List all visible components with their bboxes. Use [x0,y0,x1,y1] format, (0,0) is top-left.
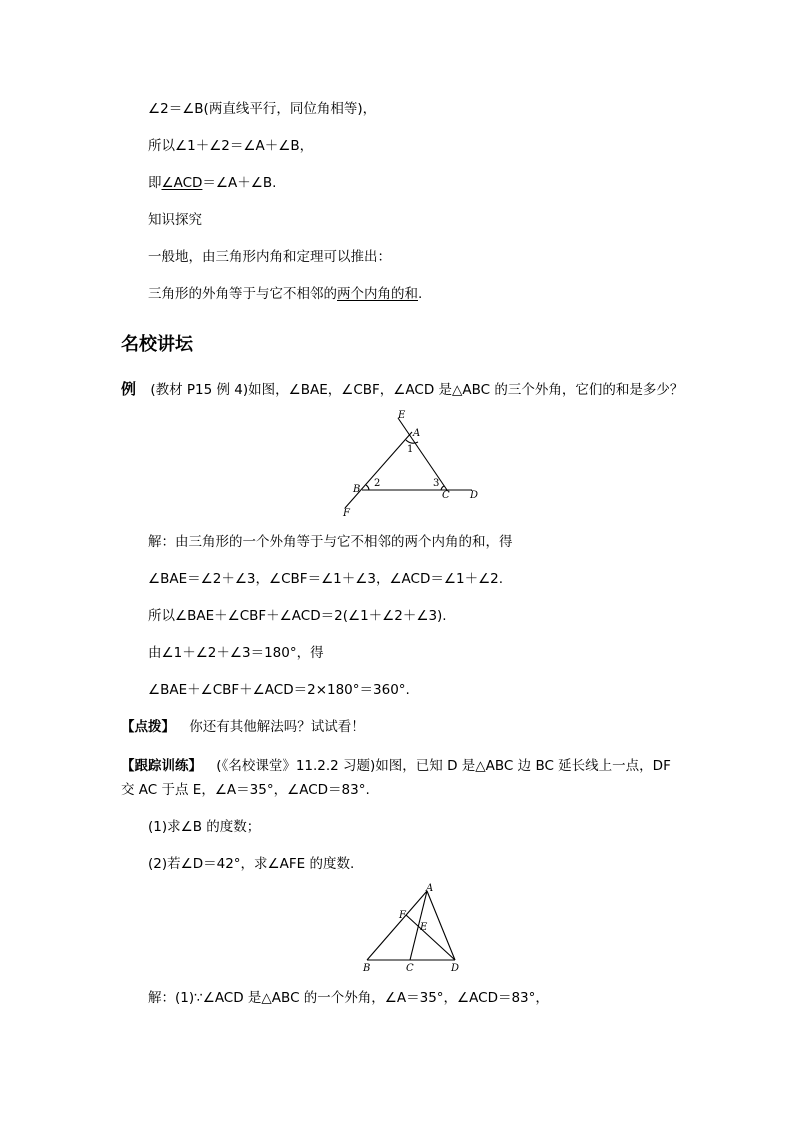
text-line-4: 知识探究 [148,212,202,228]
label-B: B [363,963,371,974]
label-C: C [442,490,450,501]
training-label: 【跟踪训练】 [121,758,202,774]
text-line-6-underlined: 两个内角的和 [337,286,418,302]
label-A: A [426,883,434,894]
text-line-6 [148,285,422,303]
text-line-6-suffix: . [418,286,423,302]
label-F: F [343,508,350,519]
label-2: 2 [374,478,381,489]
training-line-1 [121,757,671,775]
example-label: 例 [121,380,137,398]
solution-line-3: 所以∠BAE＋∠CBF＋∠ACD＝2(∠1＋∠2＋∠3). [148,608,447,624]
figure-2-triangle [355,880,465,975]
label-1: 1 [407,444,414,455]
angle-arc-1 [406,440,418,443]
answer-line-1: 解：(1)∵∠ACD 是△ABC 的一个外角，∠A＝35°，∠ACD＝83°， [148,990,549,1006]
label-F: F [399,910,406,921]
label-D: D [451,963,460,974]
label-B: B [353,484,361,495]
text-line-5: 一般地，由三角形内角和定理可以推出： [148,249,391,265]
solution-line-5: ∠BAE＋∠CBF＋∠ACD＝2×180°＝360°. [148,682,410,698]
text-line-2: 所以∠1＋∠2＝∠A＋∠B， [148,138,314,154]
text-line-3-suffix: ＝∠A＋∠B. [202,175,277,191]
text-line-3 [148,174,276,192]
label-3: 3 [433,478,440,489]
training-line-2: 交 AC 于点 E，∠A＝35°，∠ACD＝83°. [121,782,370,798]
section-title: 名校讲坛 [121,334,193,355]
text-line-1: ∠2＝∠B(两直线平行，同位角相等)， [148,101,377,117]
label-C: C [406,963,414,974]
solution-line-1: 解：由三角形的一个外角等于与它不相邻的两个内角的和，得 [148,534,513,550]
line-F-D [406,915,455,960]
solution-line-2: ∠BAE＝∠2＋∠3，∠CBF＝∠1＋∠3，∠ACD＝∠1＋∠2. [148,571,504,587]
text-line-6-prefix: 三角形的外角等于与它不相邻的 [148,286,337,302]
label-E: E [398,410,406,421]
tip-line [121,718,365,736]
line-E-C [398,418,447,490]
line-F-A [345,432,412,508]
tip-label: 【点拨】 [121,719,175,735]
question-2: (2)若∠D＝42°，求∠AFE 的度数. [148,856,355,872]
text-line-3-underlined: ∠ACD [161,175,203,191]
example-text: (教材 P15 例 4)如图，∠BAE，∠CBF，∠ACD 是△ABC 的三个外角，它们的和是多少？ [150,382,684,398]
training-text-1: (《名校课堂》11.2.2 习题)如图，已知 D 是△ABC 边 BC 延长线上一点，DF [216,758,671,774]
line-A-D [427,891,455,960]
label-E: E [420,922,428,933]
label-D: D [470,490,479,501]
example-line [121,380,683,399]
text-line-3-prefix: 即 [148,175,162,191]
question-1: (1)求∠B 的度数； [148,819,261,835]
angle-arc-2 [366,485,369,490]
solution-line-4: 由∠1＋∠2＋∠3＝180°，得 [148,645,324,661]
figure-1-triangle [330,404,490,520]
tip-text: 你还有其他解法吗？试试看！ [189,719,365,735]
label-A: A [413,428,421,439]
